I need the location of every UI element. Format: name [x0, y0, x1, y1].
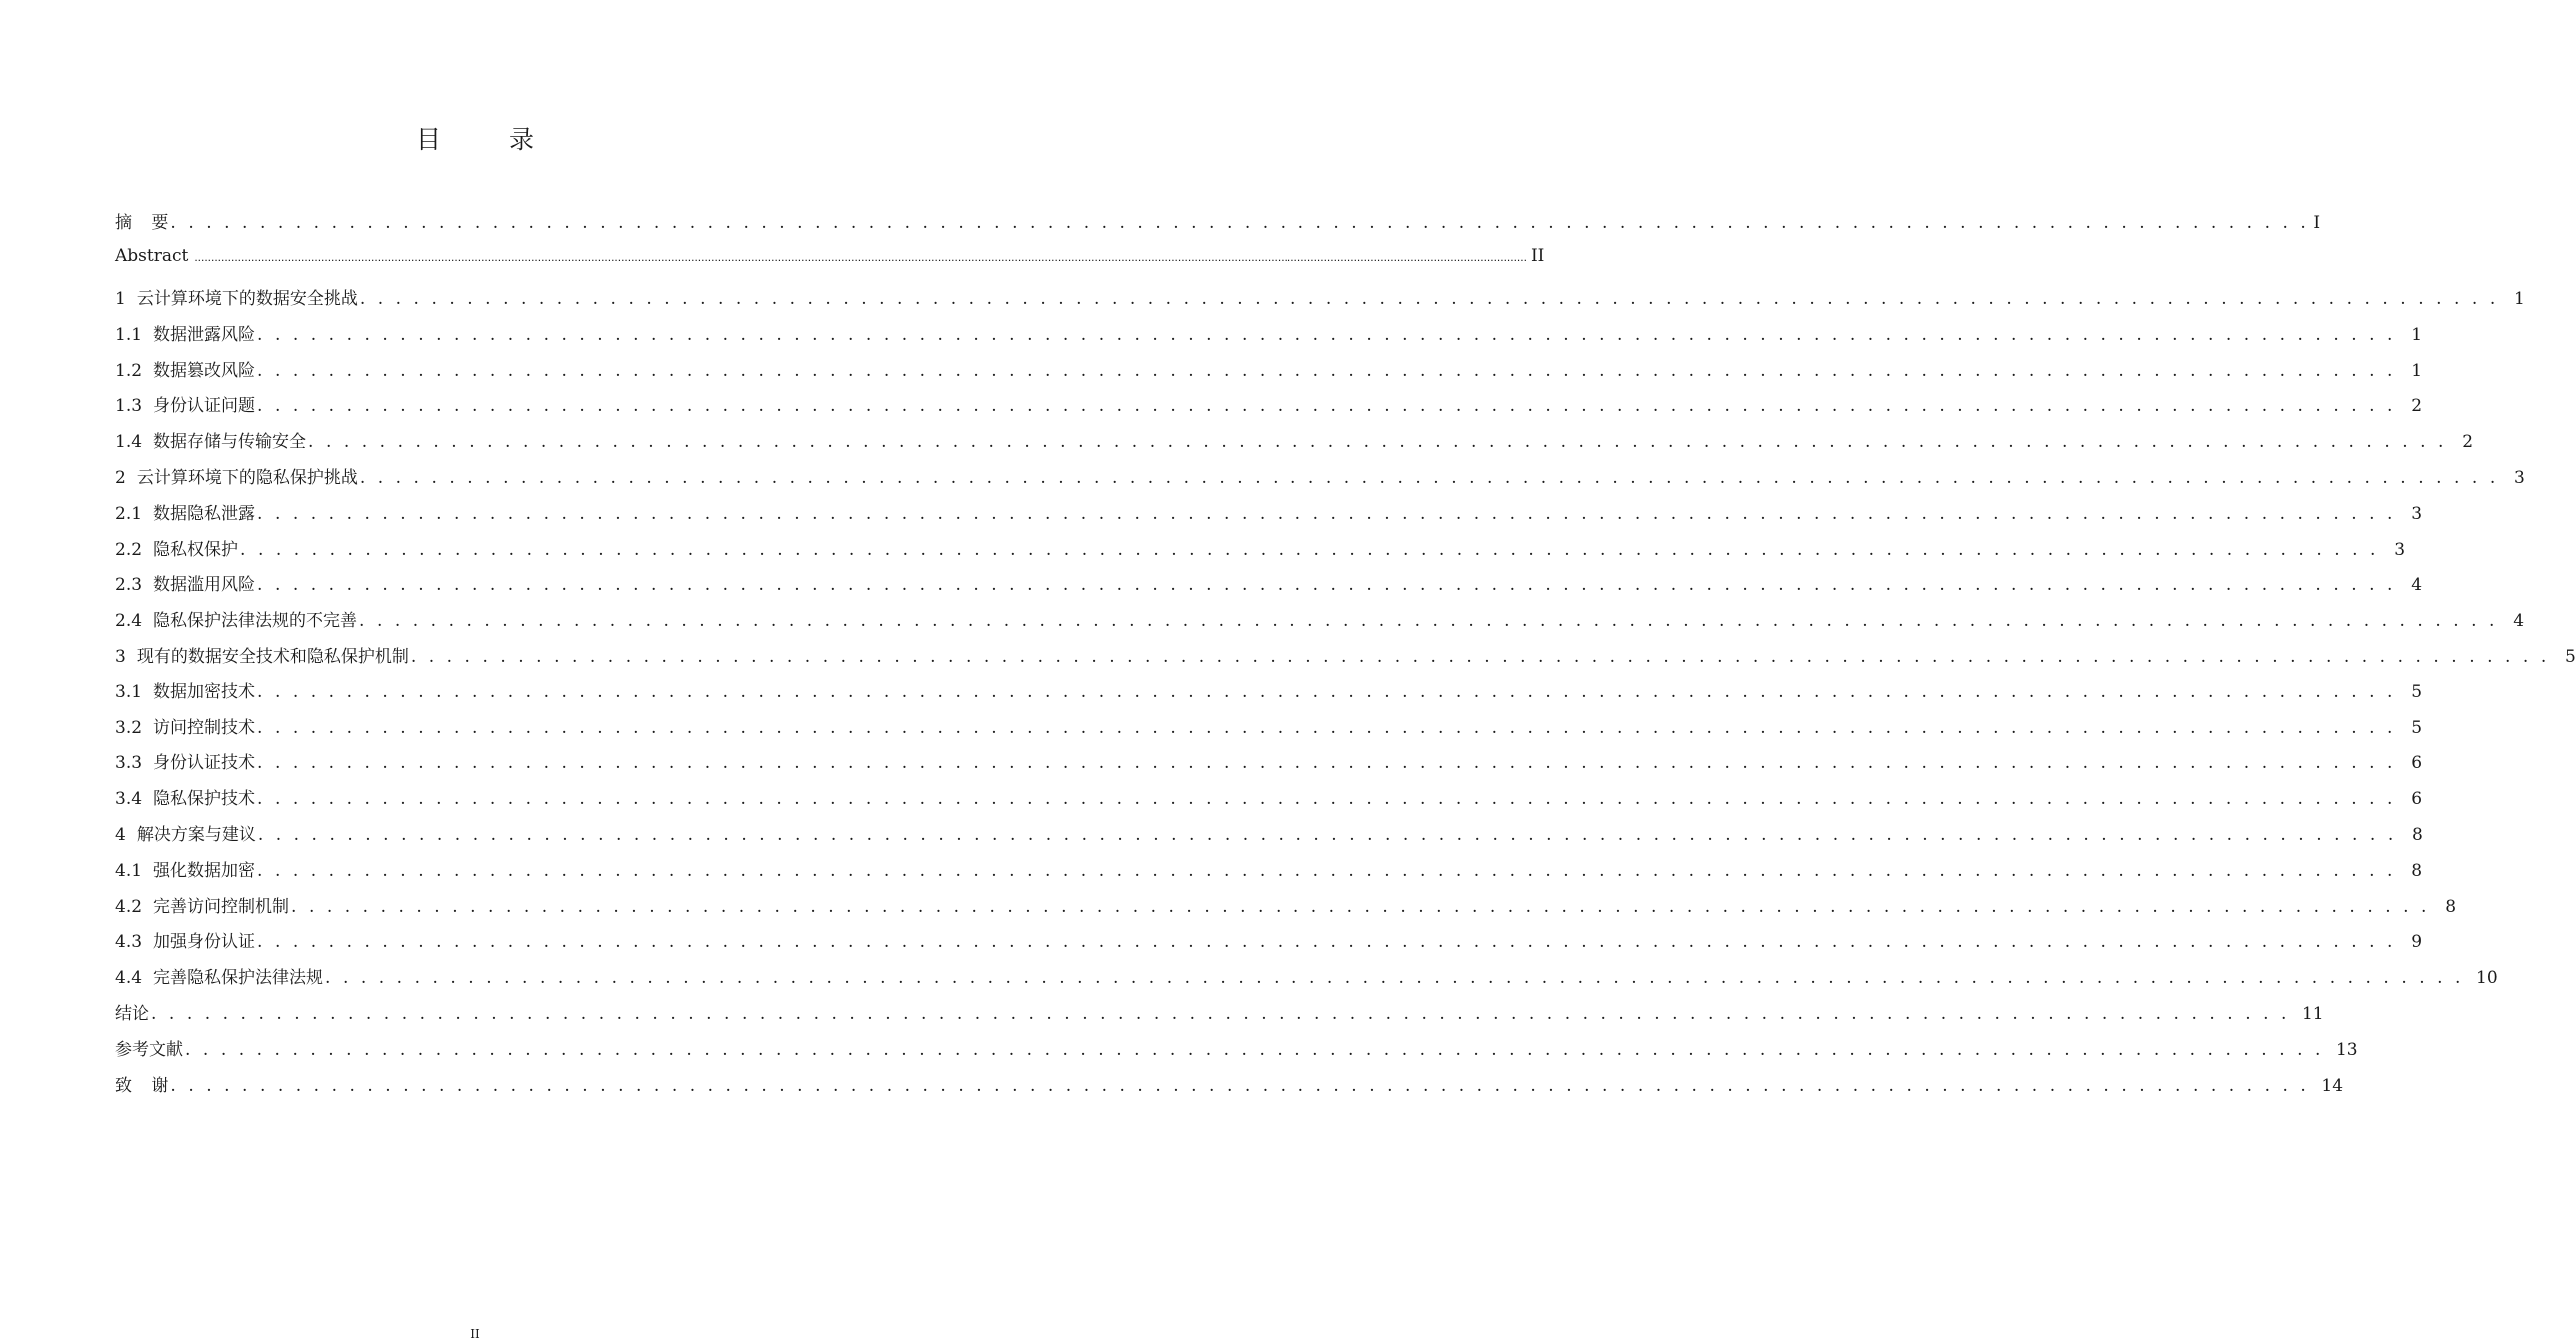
toc-entry-number: 1.3 — [115, 396, 143, 417]
toc-entry-page: 4 — [2411, 575, 2423, 596]
toc-entry-text: 加强身份认证 — [153, 932, 256, 953]
toc-entry-text: 访问控制技术 — [153, 717, 256, 738]
toc-entry-page: 14 — [2321, 1075, 2344, 1096]
toc-entry-label: 摘 要 — [115, 213, 169, 233]
toc-entry-page: 5 — [2564, 646, 2576, 667]
toc-entry-text: 数据泄露风险 — [153, 324, 256, 345]
toc-entry-label — [115, 748, 255, 773]
toc-entry-text: 强化数据加密 — [153, 860, 256, 881]
toc-entry-label: 致 谢 — [115, 1075, 169, 1096]
toc-entry-page: 2 — [2462, 432, 2474, 453]
toc-leader-dots: . . . . . . . . . . . . . . . . . . . . . . . . . . . . . . . . . . . . . . . . . . . . . . . . . . . . . . . . . . . . . . . . . . . . . . . . . . . . . . . . . . . . . . . . . . . . . . . . . . . . . . . . . . . . . . . . . . . . . . . . — [257, 396, 2397, 417]
toc-entry-number: 2.2 — [115, 539, 143, 560]
toc-entry-text: 身份认证技术 — [153, 753, 256, 774]
toc-entry-text: 隐私保护技术 — [153, 789, 256, 810]
toc-leader-dots: . . . . . . . . . . . . . . . . . . . . . . . . . . . . . . . . . . . . . . . . . . . . . . . . . . . . . . . . . . . . . . . . . . . . . . . . . . . . . . . . . . . . . . . . . . . . . . . . . . . . . . . . . . . . . . . . . . . . . . . . — [291, 896, 2431, 917]
toc-entry[interactable] — [115, 892, 2457, 928]
toc-entry-number: 2 — [115, 467, 126, 488]
toc-entry-label — [115, 535, 238, 560]
toc-entry-page: I — [2313, 213, 2321, 233]
toc-entry-page: 1 — [2411, 360, 2423, 381]
toc-entry-number: 3 — [115, 646, 126, 667]
toc-entry-label — [115, 927, 255, 952]
page-title: 目 录 — [416, 125, 564, 154]
toc-entry-label — [115, 677, 255, 702]
toc-entry-page: 5 — [2411, 681, 2423, 702]
toc-leader-dots: . . . . . . . . . . . . . . . . . . . . . . . . . . . . . . . . . . . . . . . . . . . . . . . . . . . . . . . . . . . . . . . . . . . . . . . . . . . . . . . . . . . . . . . . . . . . . . . . . . . . . . . . . . . . . . . . . . . . . . . . — [151, 1003, 2290, 1024]
toc-leader-dots: . . . . . . . . . . . . . . . . . . . . . . . . . . . . . . . . . . . . . . . . . . . . . . . . . . . . . . . . . . . . . . . . . . . . . . . . . . . . . . . . . . . . . . . . . . . . . . . . . . . . . . . . . . . . . . . . . . . . . . . . — [359, 289, 2499, 309]
toc-leader-dots: . . . . . . . . . . . . . . . . . . . . . . . . . . . . . . . . . . . . . . . . . . . . . . . . . . . . . . . . . . . . . . . . . . . . . . . . . . . . . . . . . . . . . . . . . . . . . . . . . . . . . . . . . . . . . . . . . . . . . . . . — [257, 753, 2397, 774]
toc-entry-page: 10 — [2476, 968, 2498, 989]
toc-entry-label — [115, 642, 409, 667]
toc-leader-dots: . . . . . . . . . . . . . . . . . . . . . . . . . . . . . . . . . . . . . . . . . . . . . . . . . . . . . . . . . . . . . . . . . . . . . . . . . . . . . . . . . . . . . . . . . . . . . . . . . . . . . . . . . . . . . . . . . . . . . . . . — [257, 717, 2397, 738]
toc-entry-page: II — [1530, 246, 1545, 266]
toc-entry-text: 身份认证问题 — [153, 396, 256, 417]
toc-entry[interactable] — [115, 856, 2423, 892]
toc-entry-number: 2.1 — [115, 503, 143, 524]
toc-entry[interactable] — [115, 284, 2525, 320]
toc-leader-dots: . . . . . . . . . . . . . . . . . . . . . . . . . . . . . . . . . . . . . . . . . . . . . . . . . . . . . . . . . . . . . . . . . . . . . . . . . . . . . . . . . . . . . . . . . . . . . . . . . . . . . . . . . . . . . . . . . . . . . . . . — [170, 1075, 2310, 1096]
toc-entry-page: 3 — [2513, 467, 2525, 488]
toc-entry-number: 4.1 — [115, 860, 143, 881]
toc-entry[interactable] — [115, 606, 2525, 642]
footer-page-number: II — [470, 1327, 480, 1341]
toc-entry-text: 解决方案与建议 — [136, 824, 256, 845]
toc-entry-number: 1 — [115, 289, 126, 309]
toc-entry-number: 4.2 — [115, 896, 143, 917]
toc-entry-page: 4 — [2513, 611, 2525, 632]
toc-entry[interactable] — [115, 677, 2423, 713]
toc-entry-text: 数据存储与传输安全 — [153, 432, 307, 453]
toc-entry[interactable] — [115, 713, 2423, 749]
toc-leader-dots: . . . . . . . . . . . . . . . . . . . . . . . . . . . . . . . . . . . . . . . . . . . . . . . . . . . . . . . . . . . . . . . . . . . . . . . . . . . . . . . . . . . . . . . . . . . . . . . . . . . . . . . . . . . . . . . . . . . . . . . . — [240, 539, 2380, 560]
toc-entry-page: 5 — [2411, 717, 2423, 738]
toc-entry-text: 隐私权保护 — [153, 539, 239, 560]
toc-entry-label — [115, 320, 255, 345]
toc-entry-text: 现有的数据安全技术和隐私保护机制 — [136, 646, 409, 667]
toc-entry-page: 3 — [2394, 539, 2406, 560]
toc-entry-text: 云计算环境下的数据安全挑战 — [136, 289, 358, 309]
toc-entry-number: 3.4 — [115, 789, 143, 810]
toc-leader-dots: . . . . . . . . . . . . . . . . . . . . . . . . . . . . . . . . . . . . . . . . . . . . . . . . . . . . . . . . . . . . . . . . . . . . . . . . . . . . . . . . . . . . . . . . . . . . . . . . . . . . . . . . . . . . . . . . . . . . . . . . — [185, 1039, 2324, 1060]
toc-entry-label: 参考文献 — [115, 1039, 183, 1060]
toc-entry[interactable] — [115, 570, 2423, 606]
toc-entry-label — [115, 892, 289, 917]
toc-leader-dots: . . . . . . . . . . . . . . . . . . . . . . . . . . . . . . . . . . . . . . . . . . . . . . . . . . . . . . . . . . . . . . . . . . . . . . . . . . . . . . . . . . . . . . . . . . . . . . . . . . . . . . . . . . . . . . . . . . . . . . . . — [170, 213, 2310, 233]
toc-entry-label — [115, 427, 306, 452]
toc-entry-text: 云计算环境下的隐私保护挑战 — [136, 467, 358, 488]
toc-entry-page: 9 — [2411, 932, 2423, 953]
toc-entry-number: 1.2 — [115, 360, 143, 381]
toc-leader-dots: . . . . . . . . . . . . . . . . . . . . . . . . . . . . . . . . . . . . . . . . . . . . . . . . . . . . . . . . . . . . . . . . . . . . . . . . . . . . . . . . . . . . . . . . . . . . . . . . . . . . . . . . . . . . . . . . . . . . . . . . — [359, 467, 2499, 488]
toc-entry-page: 8 — [2445, 896, 2457, 917]
toc-entry-text: 数据隐私泄露 — [153, 503, 256, 524]
toc-entry-text: 隐私保护法律法规的不完善 — [153, 611, 358, 632]
toc-entry-label — [115, 784, 255, 809]
toc-entry[interactable] — [115, 427, 2474, 463]
toc-entry-page: 13 — [2335, 1039, 2358, 1060]
toc-entry[interactable] — [115, 1071, 2344, 1107]
toc-leader-dots: . . . . . . . . . . . . . . . . . . . . . . . . . . . . . . . . . . . . . . . . . . . . . . . . . . . . . . . . . . . . . . . . . . . . . . . . . . . . . . . . . . . . . . . . . . . . . . . . . . . . . . . . . . . . . . . . . . . . . . . . — [257, 681, 2397, 702]
toc-entry-number: 2.4 — [115, 611, 143, 632]
toc-entry-number: 3.1 — [115, 681, 143, 702]
toc-entry-number: 4.4 — [115, 968, 143, 989]
toc-entry[interactable] — [115, 208, 2321, 246]
toc-entry-page: 6 — [2411, 789, 2423, 810]
toc-entry[interactable] — [115, 1035, 2358, 1071]
toc-entry[interactable] — [115, 246, 1545, 284]
toc-entry[interactable] — [115, 784, 2423, 820]
toc-entry-number: 2.3 — [115, 575, 143, 596]
toc-leader-dots: . . . . . . . . . . . . . . . . . . . . . . . . . . . . . . . . . . . . . . . . . . . . . . . . . . . . . . . . . . . . . . . . . . . . . . . . . . . . . . . . . . . . . . . . . . . . . . . . . . . . . . . . . . . . . . . . . . . . . . . . — [257, 575, 2397, 596]
toc-entry-label: Abstract — [115, 246, 189, 266]
toc-leader-dots: . . . . . . . . . . . . . . . . . . . . . . . . . . . . . . . . . . . . . . . . . . . . . . . . . . . . . . . . . . . . . . . . . . . . . . . . . . . . . . . . . . . . . . . . . . . . . . . . . . . . . . . . . . . . . . . . . . . . . . . . — [257, 824, 2397, 845]
toc-entry-label: 结论 — [115, 1003, 149, 1024]
toc-entry-text: 数据滥用风险 — [153, 575, 256, 596]
toc-entry-label — [115, 963, 323, 988]
toc-entry-page: 11 — [2301, 1003, 2324, 1024]
toc-entry[interactable] — [115, 748, 2423, 784]
toc-entry[interactable] — [115, 499, 2423, 535]
toc-entry-label — [115, 606, 357, 631]
toc-leader-dots: . . . . . . . . . . . . . . . . . . . . . . . . . . . . . . . . . . . . . . . . . . . . . . . . . . . . . . . . . . . . . . . . . . . . . . . . . . . . . . . . . . . . . . . . . . . . . . . . . . . . . . . . . . . . . . . . . . . . . . . . — [257, 860, 2397, 881]
toc-entry[interactable] — [115, 927, 2423, 963]
toc-entry[interactable] — [115, 642, 2576, 677]
toc-leader-dots: . . . . . . . . . . . . . . . . . . . . . . . . . . . . . . . . . . . . . . . . . . . . . . . . . . . . . . . . . . . . . . . . . . . . . . . . . . . . . . . . . . . . . . . . . . . . . . . . . . . . . . . . . . . . . . . . . . . . . . . . — [257, 324, 2397, 345]
toc-leader-dots: . . . . . . . . . . . . . . . . . . . . . . . . . . . . . . . . . . . . . . . . . . . . . . . . . . . . . . . . . . . . . . . . . . . . . . . . . . . . . . . . . . . . . . . . . . . . . . . . . . . . . . . . . . . . . . . . . . . . . . . . — [308, 432, 2448, 453]
toc-entry-number: 3.2 — [115, 717, 143, 738]
toc-entry-label — [115, 856, 255, 881]
toc-entry-number: 4.3 — [115, 932, 143, 953]
toc-leader-dots: . . . . . . . . . . . . . . . . . . . . . . . . . . . . . . . . . . . . . . . . . . . . . . . . . . . . . . . . . . . . . . . . . . . . . . . . . . . . . . . . . . . . . . . . . . . . . . . . . . . . . . . . . . . . . . . . . . . . . . . . — [410, 646, 2550, 667]
toc-entry-label — [115, 820, 256, 845]
toc-leader-dots: ................................................................................................................................................................................................................................................................................................................................................................................................................ — [194, 250, 1527, 264]
toc-entry[interactable] — [115, 820, 2423, 856]
toc-entry[interactable] — [115, 463, 2525, 499]
toc-entry-label — [115, 499, 255, 524]
toc-entry-page: 2 — [2411, 396, 2423, 417]
toc-entry[interactable] — [115, 320, 2423, 356]
toc-entry-number: 1.4 — [115, 432, 143, 453]
toc-entry-page: 1 — [2513, 289, 2525, 309]
toc-leader-dots: . . . . . . . . . . . . . . . . . . . . . . . . . . . . . . . . . . . . . . . . . . . . . . . . . . . . . . . . . . . . . . . . . . . . . . . . . . . . . . . . . . . . . . . . . . . . . . . . . . . . . . . . . . . . . . . . . . . . . . . . — [257, 932, 2397, 953]
toc-leader-dots: . . . . . . . . . . . . . . . . . . . . . . . . . . . . . . . . . . . . . . . . . . . . . . . . . . . . . . . . . . . . . . . . . . . . . . . . . . . . . . . . . . . . . . . . . . . . . . . . . . . . . . . . . . . . . . . . . . . . . . . . — [257, 789, 2397, 810]
toc-entry-number: 1.1 — [115, 324, 143, 345]
toc-entry-label — [115, 284, 358, 309]
toc-leader-dots: . . . . . . . . . . . . . . . . . . . . . . . . . . . . . . . . . . . . . . . . . . . . . . . . . . . . . . . . . . . . . . . . . . . . . . . . . . . . . . . . . . . . . . . . . . . . . . . . . . . . . . . . . . . . . . . . . . . . . . . . — [325, 968, 2465, 989]
toc-entry[interactable] — [115, 391, 2423, 427]
toc-entry-text: 数据加密技术 — [153, 681, 256, 702]
toc-entry-label — [115, 356, 255, 381]
toc-leader-dots: . . . . . . . . . . . . . . . . . . . . . . . . . . . . . . . . . . . . . . . . . . . . . . . . . . . . . . . . . . . . . . . . . . . . . . . . . . . . . . . . . . . . . . . . . . . . . . . . . . . . . . . . . . . . . . . . . . . . . . . . — [359, 611, 2499, 632]
table-of-contents — [115, 208, 2576, 1106]
toc-entry-page: 8 — [2411, 824, 2423, 845]
toc-entry-number: 4 — [115, 824, 126, 845]
toc-entry-number: 3.3 — [115, 753, 143, 774]
toc-entry[interactable] — [115, 356, 2423, 392]
toc-entry-label — [115, 463, 358, 488]
toc-entry-page: 3 — [2411, 503, 2423, 524]
toc-entry-text: 数据篡改风险 — [153, 360, 256, 381]
toc-entry-label — [115, 713, 255, 738]
toc-leader-dots: . . . . . . . . . . . . . . . . . . . . . . . . . . . . . . . . . . . . . . . . . . . . . . . . . . . . . . . . . . . . . . . . . . . . . . . . . . . . . . . . . . . . . . . . . . . . . . . . . . . . . . . . . . . . . . . . . . . . . . . . — [257, 360, 2397, 381]
toc-entry-page: 1 — [2411, 324, 2423, 345]
toc-entry[interactable] — [115, 999, 2324, 1035]
toc-entry[interactable] — [115, 535, 2406, 571]
toc-entry-page: 8 — [2411, 860, 2423, 881]
toc-entry-text: 完善访问控制机制 — [153, 896, 290, 917]
toc-entry-label — [115, 570, 255, 595]
toc-entry-text: 完善隐私保护法律法规 — [153, 968, 324, 989]
toc-leader-dots: . . . . . . . . . . . . . . . . . . . . . . . . . . . . . . . . . . . . . . . . . . . . . . . . . . . . . . . . . . . . . . . . . . . . . . . . . . . . . . . . . . . . . . . . . . . . . . . . . . . . . . . . . . . . . . . . . . . . . . . . — [257, 503, 2397, 524]
toc-entry-label — [115, 391, 255, 416]
toc-entry[interactable] — [115, 963, 2498, 999]
toc-entry-page: 6 — [2411, 753, 2423, 774]
